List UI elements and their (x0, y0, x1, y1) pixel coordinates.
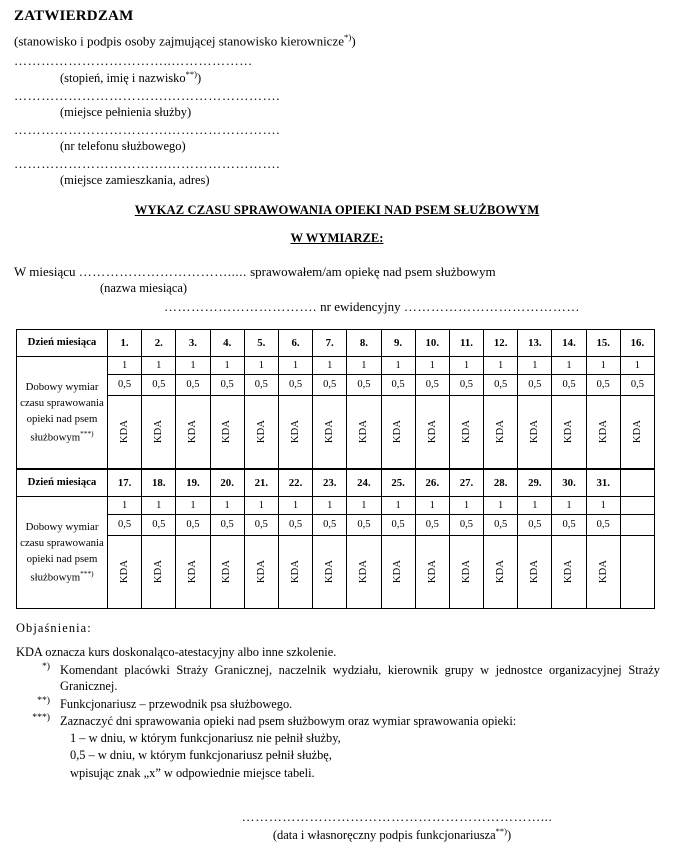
day-cell: 20. (210, 469, 244, 497)
value-cell-kda[interactable] (620, 395, 654, 469)
value-cell-kda[interactable] (347, 535, 381, 608)
day-cell: 5. (244, 329, 278, 356)
value-cell-full[interactable]: 1 (586, 496, 620, 514)
value-cell-kda[interactable] (449, 395, 483, 469)
row-label-text: Dobowy wymiar czasu sprawowania opieki nad psem służbowym (20, 380, 104, 444)
note-text: Zaznaczyć dni sprawowania opieki nad psem służbowym oraz wymiar sprawowania opieki: (60, 714, 517, 729)
day-cell: 26. (415, 469, 449, 497)
caption-address: (miejsce zamieszkania, adres) (60, 172, 210, 187)
table-row-day-header-1 (17, 329, 655, 356)
table-row-day-header-2 (17, 469, 655, 497)
table-row-half-1 (17, 374, 655, 395)
day-cell: 6. (278, 329, 312, 356)
table-row-full-1 (17, 356, 655, 374)
kda-label: KDA (221, 420, 233, 444)
dotted-line-phone: …………………………….……………………. (14, 123, 281, 138)
kda-label: KDA (631, 420, 643, 444)
day-cell: 14. (552, 329, 586, 356)
kda-label: KDA (255, 560, 267, 584)
approval-header-block (0, 0, 674, 189)
explanation-note (16, 662, 660, 695)
kda-label: KDA (426, 560, 438, 584)
kda-label: KDA (358, 420, 370, 444)
value-cell-full[interactable]: 1 (381, 356, 415, 374)
value-cell-kda[interactable] (176, 535, 210, 608)
value-cell-half[interactable]: 0,5 (278, 514, 312, 535)
value-cell-half[interactable]: 0,5 (142, 374, 176, 395)
caption-rank-tail: ) (197, 71, 202, 86)
dotted-line-rank: ……………………………..……………… (14, 54, 253, 69)
value-cell-full[interactable]: 1 (142, 496, 176, 514)
value-cell-half[interactable]: 0,5 (381, 514, 415, 535)
day-cell: 16. (620, 329, 654, 356)
value-cell-kda[interactable] (449, 535, 483, 608)
kda-label: KDA (290, 420, 302, 444)
table-row-kda-2 (17, 535, 655, 608)
caption-rank-text: (stopień, imię i nazwisko (60, 71, 186, 86)
signature-caption (0, 826, 664, 843)
explanations-intro: KDA oznacza kurs doskonaląco-atestacyjny albo inne szkolenie. (16, 644, 337, 659)
sub-note: 0,5 – w dniu, w którym funkcjonariusz pełnił służbę, (70, 748, 332, 763)
value-cell-half[interactable]: 0,5 (176, 374, 210, 395)
value-cell-full[interactable]: 1 (176, 496, 210, 514)
document-subtitle: W WYMIARZE: (290, 230, 384, 245)
value-cell-kda[interactable] (142, 395, 176, 469)
kda-label: KDA (597, 560, 609, 584)
value-cell-full[interactable]: 1 (484, 356, 518, 374)
month-caption: (nazwa miesiąca) (100, 280, 188, 295)
value-cell-half[interactable]: 0,5 (244, 514, 278, 535)
day-cell: 23. (313, 469, 347, 497)
month-line (14, 264, 660, 280)
dotted-line-place: …………………………….……………………. (14, 89, 281, 104)
value-cell-full[interactable]: 1 (176, 356, 210, 374)
value-cell-half[interactable]: 0,5 (484, 514, 518, 535)
month-input-dots[interactable]: ……………………………..... (78, 263, 247, 279)
value-cell-kda[interactable] (244, 535, 278, 608)
value-cell-kda[interactable] (313, 535, 347, 608)
care-time-table-wrapper (0, 329, 674, 609)
value-cell-full[interactable]: 1 (415, 356, 449, 374)
day-cell: 12. (484, 329, 518, 356)
value-cell-half[interactable]: 0,5 (415, 514, 449, 535)
value-cell-half[interactable]: 0,5 (449, 514, 483, 535)
value-cell-half[interactable]: 0,5 (210, 374, 244, 395)
value-cell-kda[interactable] (176, 395, 210, 469)
day-cell: 22. (278, 469, 312, 497)
value-cell-kda[interactable] (244, 395, 278, 469)
value-cell-kda[interactable] (518, 535, 552, 608)
value-cell-full[interactable]: 1 (449, 496, 483, 514)
value-cell-half[interactable]: 0,5 (586, 514, 620, 535)
month-prefix: W miesiącu (14, 263, 79, 279)
value-cell-half[interactable]: 0,5 (142, 514, 176, 535)
kda-label: KDA (119, 420, 131, 444)
value-cell-full[interactable]: 1 (552, 356, 586, 374)
value-cell-kda[interactable] (210, 535, 244, 608)
value-cell-half[interactable]: 0,5 (108, 374, 142, 395)
value-cell-kda[interactable] (552, 395, 586, 469)
kda-label: KDA (153, 420, 165, 444)
kda-label: KDA (597, 420, 609, 444)
value-cell-full[interactable]: 1 (449, 356, 483, 374)
value-cell-half[interactable]: 0,5 (449, 374, 483, 395)
approval-title: ZATWIERDZAM (14, 8, 134, 24)
day-cell: 13. (518, 329, 552, 356)
day-cell: 4. (210, 329, 244, 356)
row-label-2 (17, 496, 108, 608)
kda-label: KDA (495, 420, 507, 444)
value-cell-full[interactable]: 1 (347, 496, 381, 514)
value-cell-full[interactable]: 1 (108, 356, 142, 374)
value-cell-kda[interactable] (210, 395, 244, 469)
value-cell-half[interactable]: 0,5 (108, 514, 142, 535)
value-cell-half[interactable]: 0,5 (381, 374, 415, 395)
care-time-table (16, 329, 655, 609)
value-cell-kda[interactable] (278, 535, 312, 608)
kda-label: KDA (426, 420, 438, 444)
table-row-half-2 (17, 514, 655, 535)
value-cell-kda[interactable] (415, 395, 449, 469)
kda-label: KDA (290, 560, 302, 584)
value-cell-half[interactable]: 0,5 (552, 374, 586, 395)
row-header-label-2: Dzień miesiąca (17, 469, 108, 497)
sub-note: wpisując znak „x” w odpowiednie miejsce tabeli. (70, 765, 315, 780)
row-header-label-1: Dzień miesiąca (17, 329, 108, 356)
value-cell-full[interactable]: 1 (381, 496, 415, 514)
kda-label: KDA (324, 420, 336, 444)
footnote-marker-double: **) (185, 69, 198, 80)
approval-subtitle-tail: ) (351, 33, 356, 49)
value-cell-full[interactable]: 1 (244, 496, 278, 514)
footnote-marker-triple: ***) (80, 568, 94, 578)
value-cell-empty[interactable] (620, 496, 654, 514)
day-cell: 31. (586, 469, 620, 497)
signature-caption-text: (data i własnoręczny podpis funkcjonariusza (272, 827, 496, 842)
kda-label: KDA (119, 560, 131, 584)
value-cell-kda[interactable] (108, 395, 142, 469)
caption-phone: (nr telefonu służbowego) (60, 139, 186, 154)
day-cell: 11. (449, 329, 483, 356)
day-cell: 25. (381, 469, 415, 497)
value-cell-empty[interactable] (620, 535, 654, 608)
kda-label: KDA (460, 420, 472, 444)
kda-label: KDA (153, 560, 165, 584)
kda-label: KDA (529, 420, 541, 444)
value-cell-half[interactable]: 0,5 (347, 374, 381, 395)
day-cell: 24. (347, 469, 381, 497)
month-suffix: sprawowałem/am opiekę nad psem służbowym (246, 263, 496, 279)
value-cell-kda[interactable] (381, 535, 415, 608)
footnote-marker-triple: ***) (80, 428, 94, 438)
evidence-dots-right[interactable]: ………………………………… (403, 298, 581, 314)
approval-subtitle-text: (stanowisko i podpis osoby zajmującej stanowisko kierownicze (14, 33, 344, 49)
day-cell: 7. (313, 329, 347, 356)
value-cell-full[interactable]: 1 (518, 496, 552, 514)
value-cell-half[interactable]: 0,5 (586, 374, 620, 395)
explanations-block (0, 621, 674, 783)
kda-label: KDA (529, 560, 541, 584)
value-cell-half[interactable]: 0,5 (176, 514, 210, 535)
row-label-1 (17, 356, 108, 469)
value-cell-full[interactable]: 1 (552, 496, 586, 514)
value-cell-full[interactable]: 1 (518, 356, 552, 374)
value-cell-full[interactable]: 1 (347, 356, 381, 374)
document-title: WYKAZ CZASU SPRAWOWANIA OPIEKI NAD PSEM SŁUŻBOWYM (134, 202, 540, 217)
kda-label: KDA (187, 560, 199, 584)
signature-dotted-line[interactable]: …………………………………………………………... (241, 808, 553, 824)
caption-place: (miejsce pełnienia służby) (60, 105, 192, 120)
value-cell-kda[interactable] (381, 395, 415, 469)
value-cell-full[interactable]: 1 (313, 356, 347, 374)
value-cell-full[interactable]: 1 (210, 356, 244, 374)
kda-label: KDA (187, 420, 199, 444)
table-row-kda-1 (17, 395, 655, 469)
value-cell-full[interactable]: 1 (244, 356, 278, 374)
kda-label: KDA (324, 560, 336, 584)
value-cell-full[interactable]: 1 (586, 356, 620, 374)
kda-label: KDA (495, 560, 507, 584)
day-cell-empty (620, 469, 654, 497)
value-cell-kda[interactable] (347, 395, 381, 469)
day-cell: 2. (142, 329, 176, 356)
value-cell-half[interactable]: 0,5 (244, 374, 278, 395)
caption-rank (14, 69, 660, 87)
note-text: Komendant placówki Straży Granicznej, naczelnik wydziału, kierownik grupy w jednostce organizacyjnej Straży Granicznej. (60, 662, 660, 694)
value-cell-kda[interactable] (484, 395, 518, 469)
explanation-note (16, 696, 660, 713)
value-cell-kda[interactable] (552, 535, 586, 608)
kda-label: KDA (563, 560, 575, 584)
day-cell: 29. (518, 469, 552, 497)
value-cell-half[interactable]: 0,5 (552, 514, 586, 535)
note-text: Funkcjonariusz – przewodnik psa służbowego. (60, 696, 293, 711)
kda-label: KDA (221, 560, 233, 584)
footnote-marker-double: **) (495, 825, 507, 836)
value-cell-half[interactable]: 0,5 (313, 514, 347, 535)
kda-label: KDA (392, 420, 404, 444)
kda-label: KDA (358, 560, 370, 584)
value-cell-full[interactable]: 1 (620, 356, 654, 374)
value-cell-full[interactable]: 1 (278, 356, 312, 374)
kda-label: KDA (392, 560, 404, 584)
value-cell-half[interactable]: 0,5 (415, 374, 449, 395)
value-cell-half[interactable]: 0,5 (518, 374, 552, 395)
value-cell-half[interactable]: 0,5 (620, 374, 654, 395)
month-block (0, 264, 674, 315)
dotted-line-address: …………………………….……………………. (14, 156, 281, 171)
signature-caption-tail: ) (507, 827, 512, 842)
value-cell-full[interactable]: 1 (210, 496, 244, 514)
table-row-full-2 (17, 496, 655, 514)
day-cell: 3. (176, 329, 210, 356)
value-cell-full[interactable]: 1 (313, 496, 347, 514)
day-cell: 9. (381, 329, 415, 356)
footnote-marker-single: *) (344, 32, 352, 42)
kda-label: KDA (255, 420, 267, 444)
value-cell-kda[interactable] (108, 535, 142, 608)
evidence-label: nr ewidencyjny (316, 298, 404, 314)
day-cell: 18. (142, 469, 176, 497)
row-label-text: Dobowy wymiar czasu sprawowania opieki nad psem służbowym (20, 520, 104, 584)
value-cell-kda[interactable] (278, 395, 312, 469)
day-cell: 8. (347, 329, 381, 356)
day-cell: 1. (108, 329, 142, 356)
explanation-note (16, 713, 660, 730)
value-cell-full[interactable]: 1 (278, 496, 312, 514)
signature-block (0, 809, 674, 843)
note-marker: ***) (32, 712, 50, 724)
evidence-dots-left[interactable]: ……………………………. (164, 298, 317, 314)
value-cell-kda[interactable] (586, 395, 620, 469)
value-cell-half[interactable]: 0,5 (347, 514, 381, 535)
value-cell-half[interactable]: 0,5 (518, 514, 552, 535)
value-cell-full[interactable]: 1 (415, 496, 449, 514)
note-marker: *) (41, 660, 50, 672)
value-cell-full[interactable]: 1 (108, 496, 142, 514)
day-cell: 19. (176, 469, 210, 497)
value-cell-kda[interactable] (415, 535, 449, 608)
evidence-line (14, 299, 660, 315)
approval-subtitle (14, 32, 660, 49)
care-time-table-body (17, 329, 655, 608)
day-cell: 10. (415, 329, 449, 356)
kda-label: KDA (563, 420, 575, 444)
value-cell-kda[interactable] (518, 395, 552, 469)
sub-note: 1 – w dniu, w którym funkcjonariusz nie pełnił służby, (70, 730, 341, 745)
value-cell-kda[interactable] (313, 395, 347, 469)
value-cell-half[interactable]: 0,5 (278, 374, 312, 395)
value-cell-full[interactable]: 1 (142, 356, 176, 374)
day-cell: 15. (586, 329, 620, 356)
value-cell-half[interactable]: 0,5 (210, 514, 244, 535)
day-cell: 21. (244, 469, 278, 497)
day-cell: 28. (484, 469, 518, 497)
note-marker: **) (37, 694, 50, 706)
value-cell-half[interactable]: 0,5 (484, 374, 518, 395)
day-cell: 17. (108, 469, 142, 497)
value-cell-kda[interactable] (586, 535, 620, 608)
value-cell-kda[interactable] (142, 535, 176, 608)
kda-label: KDA (460, 560, 472, 584)
day-cell: 30. (552, 469, 586, 497)
value-cell-half[interactable]: 0,5 (313, 374, 347, 395)
day-cell: 27. (449, 469, 483, 497)
explanations-heading: Objaśnienia: (16, 620, 92, 635)
value-cell-full[interactable]: 1 (484, 496, 518, 514)
value-cell-kda[interactable] (484, 535, 518, 608)
value-cell-empty[interactable] (620, 514, 654, 535)
